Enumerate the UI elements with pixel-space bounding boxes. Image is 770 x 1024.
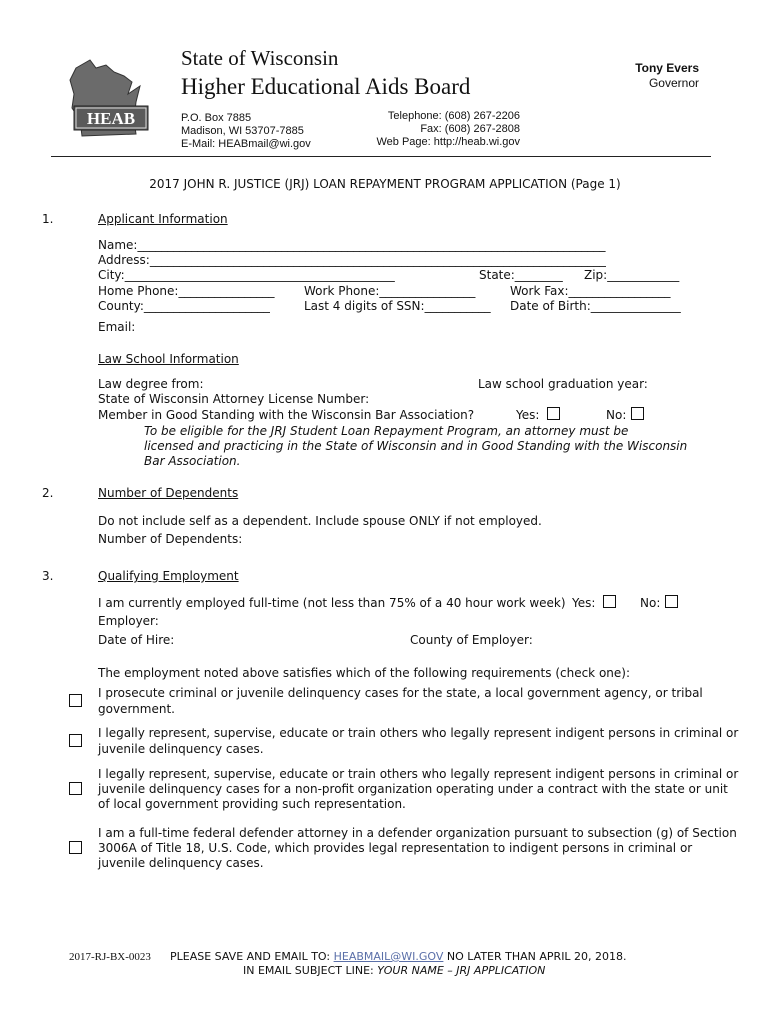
employed-no-label: No: bbox=[640, 596, 661, 610]
good-standing-yes-label: Yes: bbox=[516, 408, 540, 422]
employed-yes-checkbox[interactable] bbox=[603, 595, 616, 608]
eligibility-note-line1: To be eligible for the JRJ Student Loan Repayment Program, an attorney must be bbox=[144, 424, 629, 438]
work-phone-field[interactable]: Work Phone:________________ bbox=[304, 284, 476, 298]
requirement-1-line1: I prosecute criminal or juvenile delinquency cases for the state, a local government agency, or tribal bbox=[98, 686, 703, 700]
section2-number: 2. bbox=[42, 486, 54, 500]
home-phone-field[interactable]: Home Phone:________________ bbox=[98, 284, 275, 298]
dependents-field[interactable]: Number of Dependents: bbox=[98, 532, 243, 546]
good-standing-no-checkbox[interactable] bbox=[631, 407, 644, 420]
telephone: Telephone: (608) 267-2206 bbox=[387, 110, 520, 122]
requirement-3-checkbox[interactable] bbox=[69, 782, 82, 795]
logo-text: HEAB bbox=[86, 109, 136, 128]
footer-email-link[interactable]: HEABMAIL@WI.GOV bbox=[333, 950, 444, 963]
governor-name: Tony Evers bbox=[635, 61, 699, 75]
requirement-3-line1: I legally represent, supervise, educate or train others who legally represent indigent persons in criminal or bbox=[98, 767, 739, 781]
county-field[interactable]: County:_____________________ bbox=[98, 299, 270, 313]
fax: Fax: (608) 267-2808 bbox=[420, 123, 520, 135]
requirements-heading: The employment noted above satisfies which of the following requirements (check one): bbox=[98, 666, 630, 680]
email-field[interactable]: Email: bbox=[98, 320, 136, 334]
requirement-4-line2: 3006A of Title 18, U.S. Code, which provides legal representation to indigent persons in criminal or bbox=[98, 841, 693, 855]
requirement-2-line1: I legally represent, supervise, educate or train others who legally represent indigent persons in criminal or bbox=[98, 726, 739, 740]
governor-title: Governor bbox=[648, 76, 699, 90]
footer-save-line bbox=[170, 950, 627, 963]
employed-no-checkbox[interactable] bbox=[665, 595, 678, 608]
date-of-hire-field[interactable]: Date of Hire: bbox=[98, 633, 175, 647]
requirement-3-line3: of local government providing such representation. bbox=[98, 797, 406, 811]
ssn-field[interactable]: Last 4 digits of SSN:___________ bbox=[304, 299, 491, 313]
web-page: Web Page: http://heab.wi.gov bbox=[376, 136, 520, 148]
law-school-title: Law School Information bbox=[98, 352, 239, 366]
employed-yes-label: Yes: bbox=[572, 596, 596, 610]
requirement-2-line2: juvenile delinquency cases. bbox=[98, 742, 264, 756]
footer-subject-line bbox=[243, 964, 545, 977]
law-degree-field[interactable]: Law degree from: bbox=[98, 377, 204, 391]
section3-number: 3. bbox=[42, 569, 54, 583]
good-standing-yes-checkbox[interactable] bbox=[547, 407, 560, 420]
address-field[interactable]: Address:____________________________________________________________________________ bbox=[98, 253, 606, 267]
state-heading: State of Wisconsin bbox=[181, 46, 339, 70]
employer-field[interactable]: Employer: bbox=[98, 614, 159, 628]
requirement-4-checkbox[interactable] bbox=[69, 841, 82, 854]
footer-subject-value: YOUR NAME – JRJ APPLICATION bbox=[377, 964, 546, 977]
section1-number: 1. bbox=[42, 212, 54, 226]
dependents-instruction: Do not include self as a dependent. Include spouse ONLY if not employed. bbox=[98, 514, 542, 528]
address-city: Madison, WI 53707-7885 bbox=[181, 125, 304, 137]
po-box: P.O. Box 7885 bbox=[181, 112, 252, 124]
name-field[interactable]: Name:______________________________________________________________________________ bbox=[98, 238, 606, 252]
section2-title: Number of Dependents bbox=[98, 486, 239, 500]
work-fax-field[interactable]: Work Fax:_________________ bbox=[510, 284, 671, 298]
zip-field[interactable]: Zip:____________ bbox=[584, 268, 680, 282]
state-field[interactable]: State:________ bbox=[479, 268, 563, 282]
eligibility-note-line3: Bar Association. bbox=[144, 454, 241, 468]
section3-title: Qualifying Employment bbox=[98, 569, 239, 583]
requirement-1-checkbox[interactable] bbox=[69, 694, 82, 707]
county-of-employer-field[interactable]: County of Employer: bbox=[410, 633, 533, 647]
requirement-2-checkbox[interactable] bbox=[69, 734, 82, 747]
form-title: 2017 JOHN R. JUSTICE (JRJ) LOAN REPAYMENT PROGRAM APPLICATION (Page 1) bbox=[149, 177, 621, 191]
board-heading: Higher Educational Aids Board bbox=[181, 74, 471, 99]
header-divider bbox=[51, 156, 711, 157]
grad-year-field[interactable]: Law school graduation year: bbox=[478, 377, 648, 391]
requirement-4-line1: I am a full-time federal defender attorney in a defender organization pursuant to subsection (g) of Section bbox=[98, 826, 737, 840]
requirement-4-line3: juvenile delinquency cases. bbox=[98, 856, 264, 870]
requirement-1-line2: government. bbox=[98, 702, 175, 716]
requirement-3-line2: juvenile delinquency cases for a non-profit organization operating under a contract with the state or unit bbox=[98, 782, 728, 796]
dob-field[interactable]: Date of Birth:_______________ bbox=[510, 299, 681, 313]
form-id: 2017-RJ-BX-0023 bbox=[69, 951, 151, 963]
footer-subject-prefix: IN EMAIL SUBJECT LINE: bbox=[243, 964, 378, 977]
good-standing-question: Member in Good Standing with the Wisconsin Bar Association? bbox=[98, 408, 475, 422]
license-field[interactable]: State of Wisconsin Attorney License Number: bbox=[98, 392, 370, 406]
good-standing-no-label: No: bbox=[606, 408, 627, 422]
city-field[interactable]: City:_____________________________________________ bbox=[98, 268, 395, 282]
eligibility-note-line2: licensed and practicing in the State of Wisconsin and in Good Standing with the Wisconsin bbox=[144, 439, 688, 453]
section1-title: Applicant Information bbox=[98, 212, 228, 226]
employed-question: I am currently employed full-time (not less than 75% of a 40 hour work week) bbox=[98, 596, 566, 610]
wisconsin-logo bbox=[62, 50, 157, 150]
footer-save-prefix: PLEASE SAVE AND EMAIL TO: bbox=[170, 950, 334, 963]
header-email: E-Mail: HEABmail@wi.gov bbox=[181, 138, 311, 150]
footer-save-suffix: NO LATER THAN APRIL 20, 2018. bbox=[443, 950, 627, 963]
